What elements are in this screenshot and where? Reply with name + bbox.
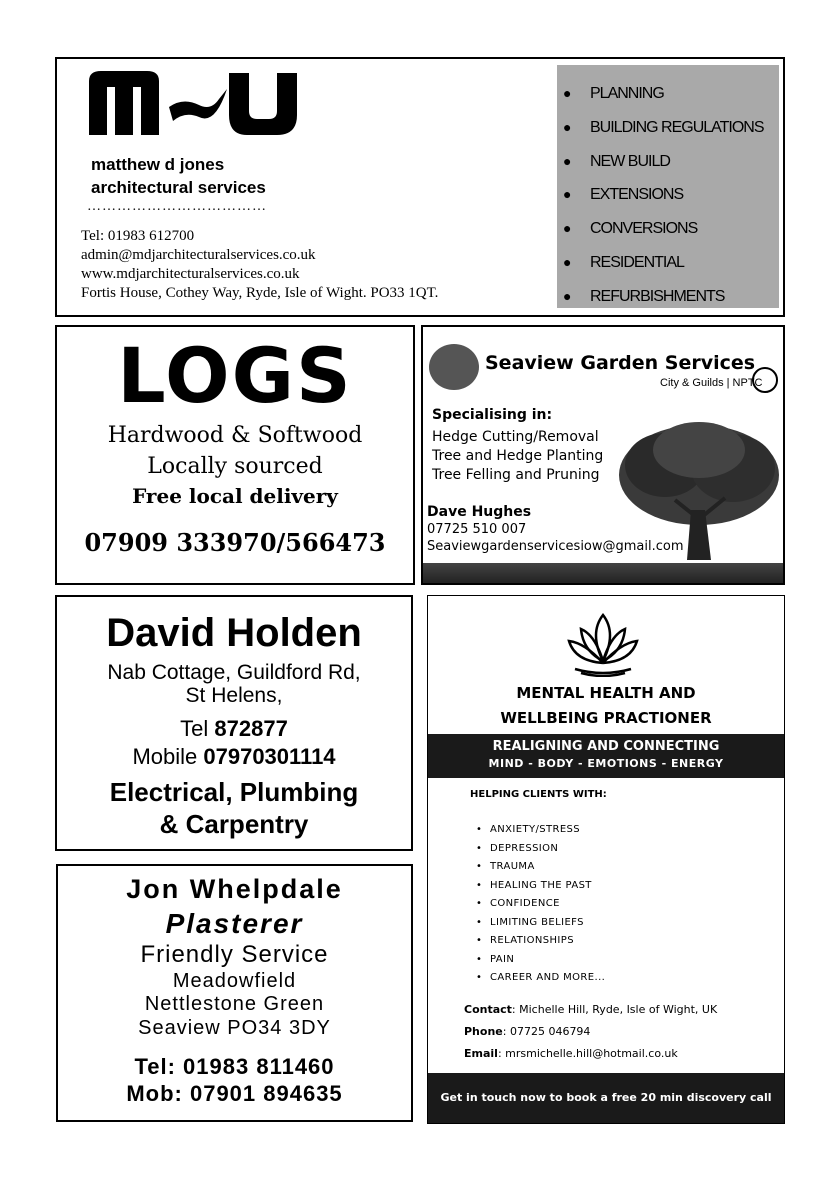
- bullet-icon: •: [476, 898, 483, 909]
- holden-name: David Holden: [106, 611, 362, 655]
- bullet-icon: •: [476, 953, 483, 965]
- bullet-icon: ●: [563, 287, 571, 304]
- logs-phone: 07909 333970/566473: [84, 528, 386, 557]
- mh-band: REALIGNING AND CONNECTING MIND - BODY - EMOTIONS - ENERGY: [428, 734, 784, 778]
- jon-addr3: Seaview PO34 3DY: [138, 1017, 331, 1039]
- logs-title: LOGS: [117, 331, 353, 420]
- service-item: ● BUILDING REGULATIONS: [563, 111, 764, 145]
- bullet-icon: ●: [563, 118, 571, 135]
- dotted-divider: ………………………………: [87, 199, 267, 214]
- logs-line1: Hardwood & Softwood: [107, 423, 363, 448]
- bullet-icon: •: [476, 935, 483, 946]
- list-item: • LIMITING BELIEFS: [476, 914, 605, 933]
- seaview-services: Hedge Cutting/Removal Tree and Hedge Planting Tree Felling and Pruning: [432, 429, 604, 483]
- holden-trade2: & Carpentry: [159, 809, 309, 839]
- jon-name: Jon Whelpdale: [126, 874, 343, 904]
- logs-line3: Free local delivery: [132, 484, 338, 508]
- jon-mob: Mob: 07901 894635: [126, 1081, 343, 1106]
- website: www.mdjarchitecturalservices.co.uk: [81, 266, 300, 282]
- jon-trade: Plasterer: [165, 908, 304, 939]
- mh-heading1: MENTAL HEALTH AND: [516, 684, 696, 702]
- holden-addr2: St Helens,: [185, 684, 283, 707]
- mh-list: [476, 821, 605, 988]
- bullet-icon: •: [476, 972, 483, 983]
- bullet-icon: ●: [563, 220, 571, 237]
- service-item: ● NEW BUILD: [563, 145, 764, 179]
- company-name: matthew d jones architectural services: [91, 155, 266, 197]
- holden-advert: [55, 595, 413, 851]
- mh-helping: HELPING CLIENTS WITH:: [470, 789, 607, 800]
- tel: Tel: 01983 612700: [81, 228, 195, 244]
- mdj-logo-icon: [87, 67, 307, 137]
- list-item: • CONFIDENCE: [476, 895, 605, 914]
- list-item: • CAREER AND MORE...: [476, 969, 605, 988]
- emblem-icon: [752, 367, 778, 393]
- service-item: ● RESIDENTIAL: [563, 246, 764, 280]
- mental-health-advert: [427, 595, 785, 1124]
- ground-strip: [423, 563, 783, 583]
- bullet-icon: •: [476, 842, 483, 854]
- mdj-advert: [55, 57, 785, 317]
- mh-heading2: WELLBEING PRACTIONER: [500, 709, 712, 727]
- list-item: • DEPRESSION: [476, 840, 605, 859]
- bullet-icon: •: [476, 916, 483, 928]
- holden-mob: Mobile 07970301114: [132, 744, 336, 769]
- jon-addr2: Nettlestone Green: [144, 993, 325, 1015]
- list-item: • HEALING THE PAST: [476, 877, 605, 896]
- seaview-title: Seaview Garden Services: [485, 352, 756, 374]
- specialising-heading: Specialising in:: [432, 407, 553, 423]
- jon-service: Friendly Service: [140, 941, 329, 968]
- bullet-icon: •: [476, 824, 483, 835]
- email: admin@mdjarchitecturalservices.co.uk: [81, 247, 316, 263]
- list-item: • TRAUMA: [476, 858, 605, 877]
- bullet-icon: ●: [563, 85, 571, 101]
- contact-block: [81, 227, 438, 303]
- bullet-icon: •: [476, 861, 483, 872]
- seaview-logo-icon: [429, 344, 479, 390]
- lotus-icon: [565, 611, 641, 677]
- list-item: • ANXIETY/STRESS: [476, 821, 605, 840]
- mh-contact: Contact: Michelle Hill, Ryde, Isle of Wight, UK Phone: 07725 046794 Email: mrsmichelle.hill@hotmail.co.uk: [464, 1003, 718, 1060]
- service-item: ● EXTENSIONS: [563, 178, 764, 212]
- bullet-icon: ●: [563, 253, 571, 270]
- mh-footer: Get in touch now to book a free 20 min discovery call: [428, 1073, 784, 1123]
- holden-tel: Tel 872877: [180, 716, 288, 741]
- jon-tel: Tel: 01983 811460: [134, 1054, 335, 1079]
- logs-advert: [55, 325, 415, 585]
- service-item: ● REFURBISHMENTS: [563, 280, 764, 314]
- bullet-icon: ●: [563, 186, 571, 203]
- seaview-advert: [421, 325, 785, 585]
- holden-trade1: Electrical, Plumbing: [109, 777, 359, 807]
- service-item: ● PLANNING: [563, 77, 764, 111]
- services-panel: [557, 65, 779, 308]
- service-item: ● CONVERSIONS: [563, 212, 764, 246]
- logs-line2: Locally sourced: [147, 454, 323, 479]
- jon-addr1: Meadowfield: [172, 970, 297, 992]
- accreditation-badges: City & Guilds | NPTC: [660, 377, 763, 389]
- jon-advert: [56, 864, 413, 1122]
- bullet-icon: ●: [563, 152, 571, 169]
- list-item: • RELATIONSHIPS: [476, 932, 605, 951]
- bullet-icon: •: [476, 879, 483, 891]
- services-list: [563, 77, 764, 314]
- list-item: • PAIN: [476, 951, 605, 970]
- holden-addr1: Nab Cottage, Guildford Rd,: [107, 661, 361, 684]
- seaview-contact: Dave Hughes 07725 510 007 Seaviewgardenservicesiow@gmail.com: [427, 504, 684, 554]
- address: Fortis House, Cothey Way, Ryde, Isle of Wight. PO33 1QT.: [81, 285, 439, 301]
